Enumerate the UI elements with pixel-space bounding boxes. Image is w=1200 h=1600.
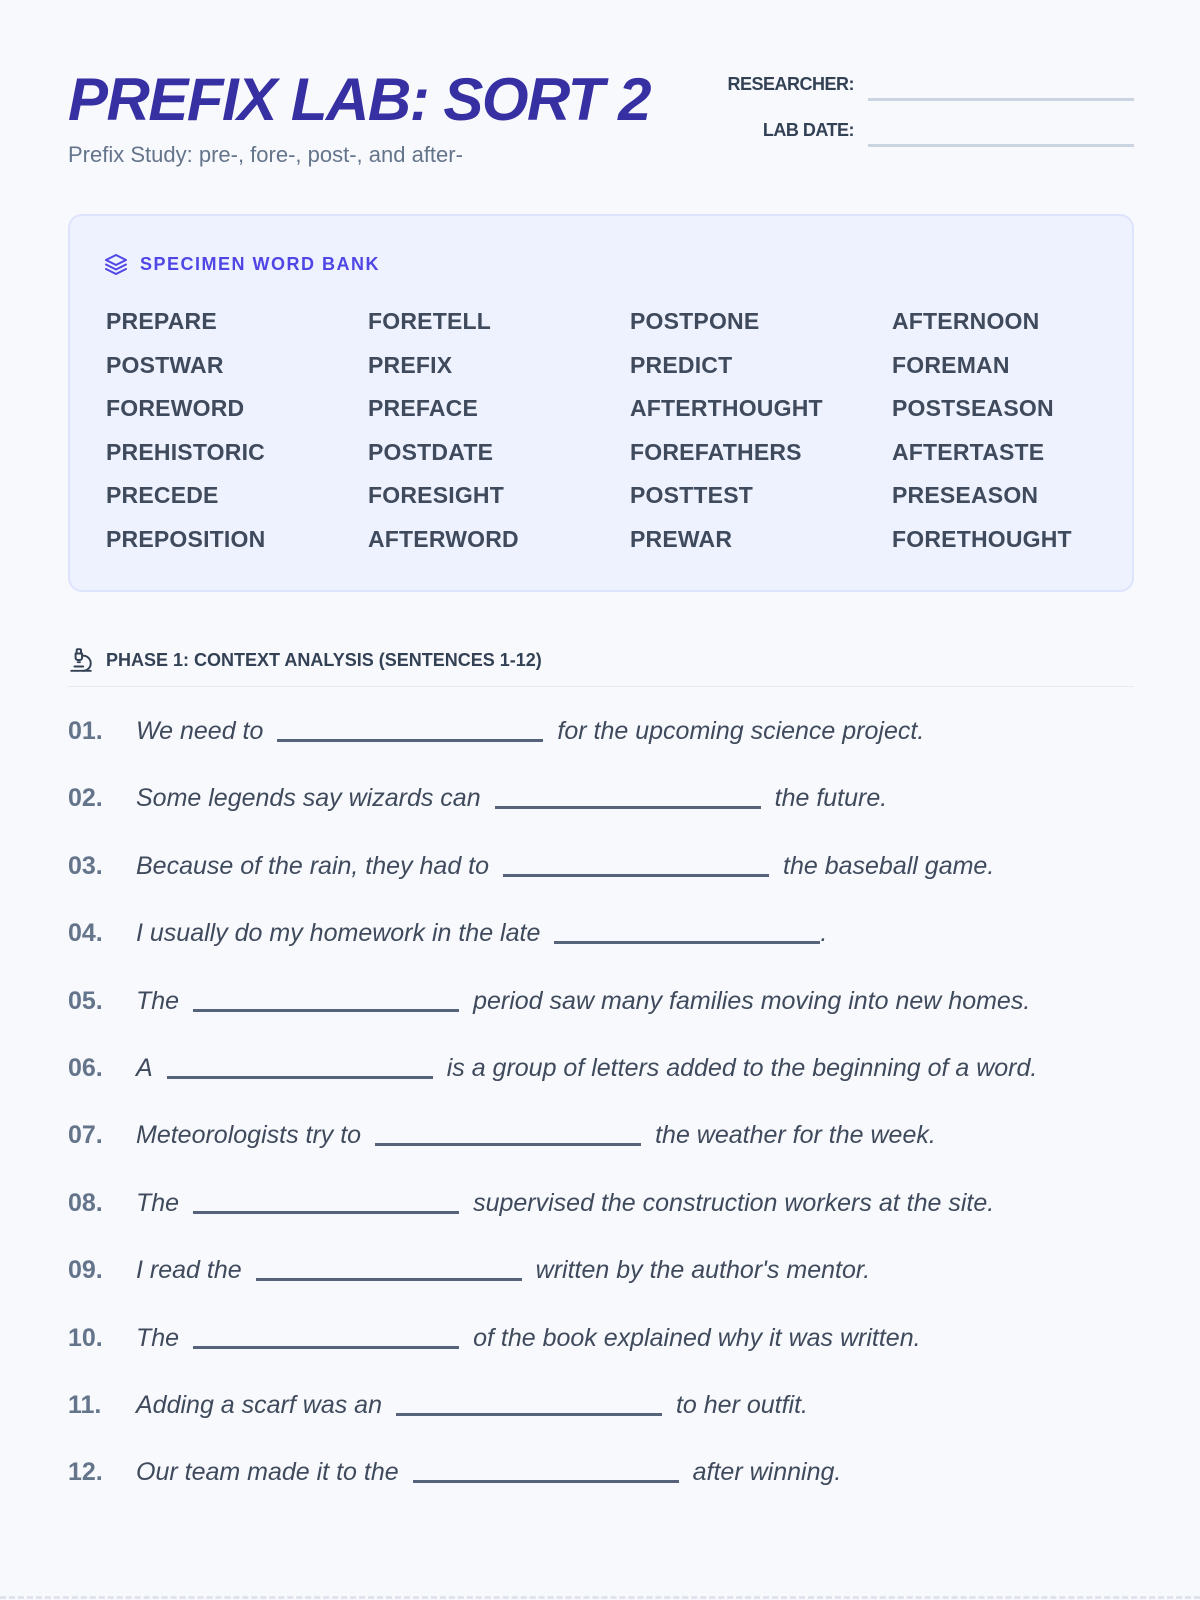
- sentence-text: [136, 781, 887, 815]
- sentence-before: Our team made it to the: [136, 1458, 399, 1487]
- sentence-number: 06.: [68, 1053, 103, 1082]
- word-bank-item: POSTWAR: [106, 351, 224, 378]
- answer-blank[interactable]: [193, 1186, 459, 1214]
- sentence-text: [136, 1118, 936, 1152]
- sentence-text: [136, 1186, 994, 1220]
- sentence-item: [68, 714, 1158, 781]
- sentence-item: [68, 984, 1158, 1051]
- sentence-before: The: [136, 986, 180, 1015]
- word-bank-item: POSTDATE: [368, 438, 494, 465]
- sentence-number: 08.: [68, 1188, 103, 1217]
- layers-icon: [104, 252, 128, 276]
- answer-blank[interactable]: [167, 1051, 433, 1079]
- sentence-after: of the book explained why it was written.: [473, 1323, 921, 1352]
- page-bottom-border: [0, 1596, 1200, 1599]
- lab-date-label: LAB DATE:: [762, 120, 854, 140]
- researcher-field[interactable]: [868, 98, 1134, 101]
- answer-blank[interactable]: [193, 1321, 459, 1349]
- sentence-after: is a group of letters added to the beginning of a word.: [446, 1053, 1038, 1082]
- lab-date-field[interactable]: [868, 144, 1134, 147]
- word-bank-item: FOREWORD: [106, 395, 245, 421]
- sentence-after: written by the author's mentor.: [535, 1256, 871, 1285]
- word-bank-item: FORETHOUGHT: [892, 525, 1072, 552]
- sentence-number: 09.: [68, 1256, 103, 1285]
- word-bank-item: PRESEASON: [892, 482, 1039, 508]
- microscope-icon: [68, 647, 94, 673]
- sentence-text: [136, 984, 1030, 1018]
- sentence-after: the weather for the week.: [655, 1121, 936, 1150]
- answer-blank[interactable]: [396, 1388, 662, 1416]
- sentence-list: [68, 714, 1158, 1523]
- sentence-number: 07.: [68, 1121, 103, 1150]
- word-bank-header: [104, 252, 380, 276]
- sentence-before: Meteorologists try to: [136, 1121, 362, 1150]
- sentence-item: [68, 849, 1158, 916]
- sentence-item: [68, 1118, 1158, 1185]
- phase-divider: [68, 686, 1134, 687]
- answer-blank[interactable]: [375, 1118, 641, 1146]
- sentence-after: for the upcoming science project.: [557, 717, 925, 745]
- sentence-item: [68, 1455, 1158, 1522]
- answer-blank[interactable]: [277, 714, 543, 742]
- sentence-text: [136, 1051, 1037, 1085]
- answer-blank[interactable]: [503, 849, 769, 877]
- researcher-label: RESEARCHER:: [727, 74, 854, 94]
- word-bank-item: AFTERTHOUGHT: [630, 395, 823, 421]
- word-bank-title: SPECIMEN WORD BANK: [140, 253, 381, 274]
- sentence-after: the future.: [774, 784, 888, 813]
- sentence-before: Because of the rain, they had to: [136, 851, 490, 880]
- sentence-before: Adding a scarf was an: [136, 1390, 382, 1419]
- word-bank-item: PREHISTORIC: [106, 438, 265, 465]
- word-bank-item: FOREMAN: [892, 351, 1010, 378]
- word-bank-item: AFTERWORD: [368, 525, 519, 552]
- sentence-after: to her outfit.: [675, 1390, 809, 1419]
- sentence-text: [136, 714, 924, 748]
- sentence-after: .: [820, 919, 828, 948]
- sentence-item: [68, 1253, 1158, 1320]
- phase-1-title: PHASE 1: CONTEXT ANALYSIS (SENTENCES 1-12): [106, 649, 542, 670]
- page-title: PREFIX LAB: SORT 2: [68, 66, 650, 133]
- word-bank-item: PREPOSITION: [106, 525, 266, 552]
- sentence-item: [68, 916, 1158, 983]
- sentence-number: 12.: [68, 1458, 103, 1487]
- sentence-number: 11.: [68, 1390, 102, 1419]
- word-bank-item: FORESIGHT: [368, 482, 504, 508]
- word-bank-item: PREDICT: [630, 351, 733, 378]
- sentence-after: after winning.: [692, 1458, 842, 1487]
- sentence-text: [136, 1455, 841, 1489]
- answer-blank[interactable]: [193, 984, 459, 1012]
- answer-blank[interactable]: [256, 1253, 522, 1281]
- sentence-after: period saw many families moving into new homes.: [473, 986, 1031, 1015]
- sentence-text: [136, 849, 994, 883]
- word-bank-item: PREWAR: [630, 525, 733, 552]
- answer-blank[interactable]: [413, 1455, 679, 1483]
- sentence-before: A: [136, 1053, 153, 1082]
- sentence-after: the baseball game.: [783, 851, 995, 880]
- sentence-item: [68, 1321, 1158, 1388]
- sentence-text: [136, 1388, 808, 1422]
- page-subtitle: Prefix Study: pre-, fore-, post-, and after-: [68, 142, 463, 167]
- sentence-item: [68, 781, 1158, 848]
- lab-date-row: [694, 112, 1134, 152]
- word-bank-item: PREPARE: [106, 308, 217, 334]
- researcher-row: [694, 66, 1134, 106]
- word-bank-item: FORETELL: [368, 308, 491, 334]
- sentence-text: [136, 1253, 870, 1287]
- sentence-number: 04.: [68, 919, 103, 948]
- word-bank-item: POSTPONE: [630, 308, 760, 334]
- sentence-text: [136, 1321, 921, 1355]
- answer-blank[interactable]: [554, 916, 820, 944]
- word-bank-item: AFTERNOON: [892, 308, 1040, 334]
- sentence-number: 01.: [68, 717, 103, 745]
- sentence-number: 10.: [68, 1323, 103, 1352]
- word-bank-item: FOREFATHERS: [630, 438, 802, 465]
- sentence-before: I usually do my homework in the late: [136, 919, 541, 948]
- sentence-after: supervised the construction workers at the site.: [473, 1188, 995, 1217]
- sentence-before: We need to: [136, 717, 264, 745]
- sentence-before: The: [136, 1323, 180, 1352]
- sentence-item: [68, 1186, 1158, 1253]
- phase-1-header: [68, 646, 542, 674]
- sentence-number: 03.: [68, 851, 103, 880]
- sentence-before: I read the: [136, 1256, 242, 1285]
- sentence-number: 02.: [68, 784, 103, 813]
- sentence-item: [68, 1051, 1158, 1118]
- answer-blank[interactable]: [495, 781, 761, 809]
- word-bank-item: POSTSEASON: [892, 395, 1054, 421]
- sentence-number: 05.: [68, 986, 103, 1015]
- sentence-before: Some legends say wizards can: [136, 784, 481, 813]
- word-bank-item: PREFIX: [368, 351, 453, 378]
- sentence-before: The: [136, 1188, 180, 1217]
- word-bank-item: PRECEDE: [106, 482, 219, 508]
- sentence-item: [68, 1388, 1158, 1455]
- word-bank: [68, 214, 1134, 592]
- word-bank-item: POSTTEST: [630, 482, 754, 508]
- word-bank-item: PREFACE: [368, 395, 479, 421]
- sentence-text: [136, 916, 827, 950]
- word-bank-item: AFTERTASTE: [892, 438, 1045, 465]
- word-bank-grid: [106, 300, 1116, 561]
